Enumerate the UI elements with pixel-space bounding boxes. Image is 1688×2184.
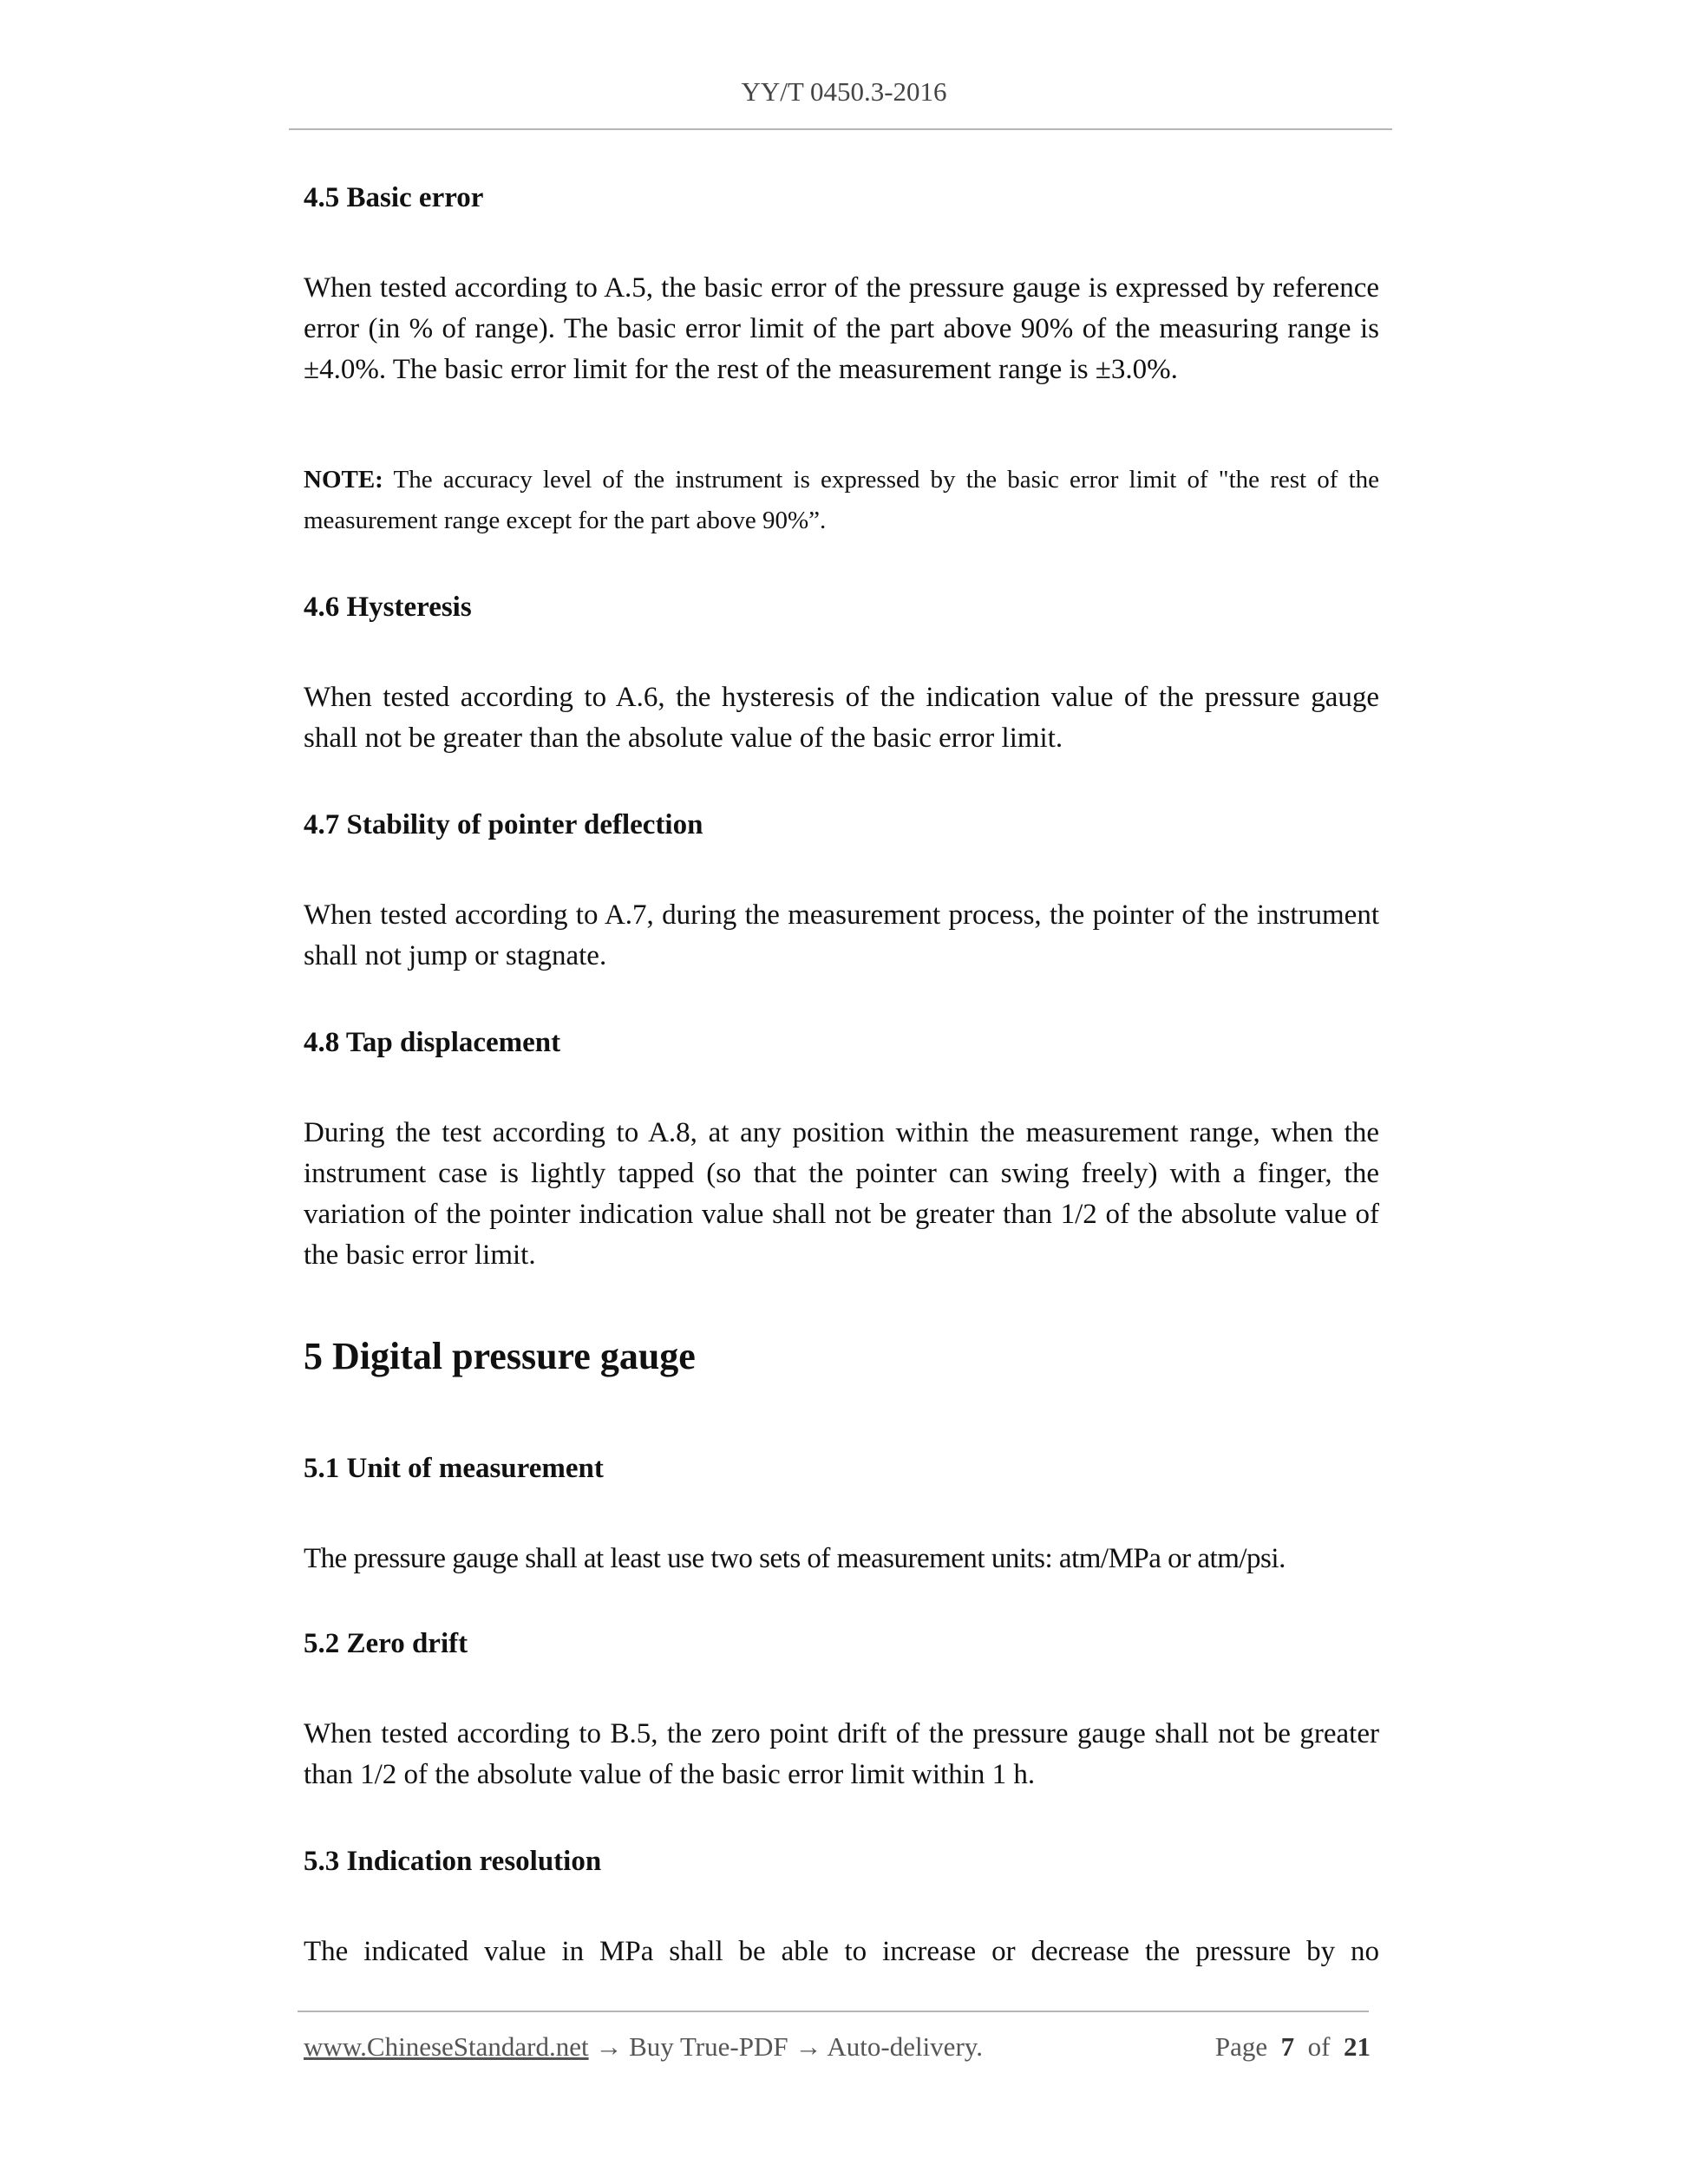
section-4-5-text: When tested according to A.5, the basic error of the pressure gauge is expressed by reference error (in % of range). The basic error limit of the part above 90% of the measuring range is ±4.0%. The basic error limit for the rest of the measurement range is ±3.0%. (304, 272, 1379, 385)
footer-promo (304, 2031, 983, 2063)
note-text: The accuracy level of the instrument is expressed by the basic error limit of "the rest of the measurement range except for the part above 90%”. (304, 466, 1379, 534)
section-heading-5-3: 5.3 Indication resolution (304, 1846, 602, 1877)
section-heading-5-2: 5.2 Zero drift (304, 1628, 468, 1659)
page-total: 21 (1344, 2031, 1371, 2062)
page-indicator (1215, 2031, 1371, 2063)
section-5-2-text: When tested according to B.5, the zero point drift of the pressure gauge shall not be greater than 1/2 of the absolute value of the basic error limit within 1 h. (304, 1718, 1379, 1790)
note-label: NOTE: (304, 466, 383, 494)
chapter-heading-5: 5 Digital pressure gauge (304, 1335, 696, 1377)
header-divider (289, 128, 1392, 130)
section-4-7-text: When tested according to A.7, during the measurement process, the pointer of the instrument shall not jump or stagnate. (304, 899, 1379, 971)
section-heading-4-5: 4.5 Basic error (304, 182, 484, 213)
section-4-8-text: During the test according to A.8, at any position within the measurement range, when the instrument case is lightly tapped (so that the pointer can swing freely) with a finger, the variation of the pointer indication value shall not be greater than 1/2 of the absolute value of the basic error limit. (304, 1117, 1379, 1271)
section-5-3-text: The indicated value in MPa shall be able to increase or decrease the pressure by no (304, 1936, 1379, 1967)
section-heading-5-1: 5.1 Unit of measurement (304, 1453, 604, 1484)
section-heading-4-7: 4.7 Stability of pointer deflection (304, 809, 703, 840)
section-heading-4-6: 4.6 Hysteresis (304, 592, 472, 623)
section-5-1-text: The pressure gauge shall at least use two sets of measurement units: atm/MPa or atm/psi. (304, 1543, 1286, 1574)
section-heading-4-8: 4.8 Tap displacement (304, 1027, 561, 1058)
footer-divider (298, 2011, 1369, 2012)
page-label: Page (1214, 2031, 1268, 2062)
page-number: 7 (1280, 2031, 1295, 2062)
footer-tagline: → Buy True-PDF → Auto-delivery. (588, 2031, 983, 2062)
page-header: YY/T 0450.3-2016 (741, 76, 947, 107)
note-paragraph (304, 460, 1379, 541)
of-label: of (1307, 2031, 1331, 2062)
section-4-6-text: When tested according to A.6, the hysteresis of the indication value of the pressure gauge shall not be greater than the absolute value of the basic error limit. (304, 682, 1379, 754)
site-link[interactable]: www.ChineseStandard.net (304, 2031, 589, 2062)
